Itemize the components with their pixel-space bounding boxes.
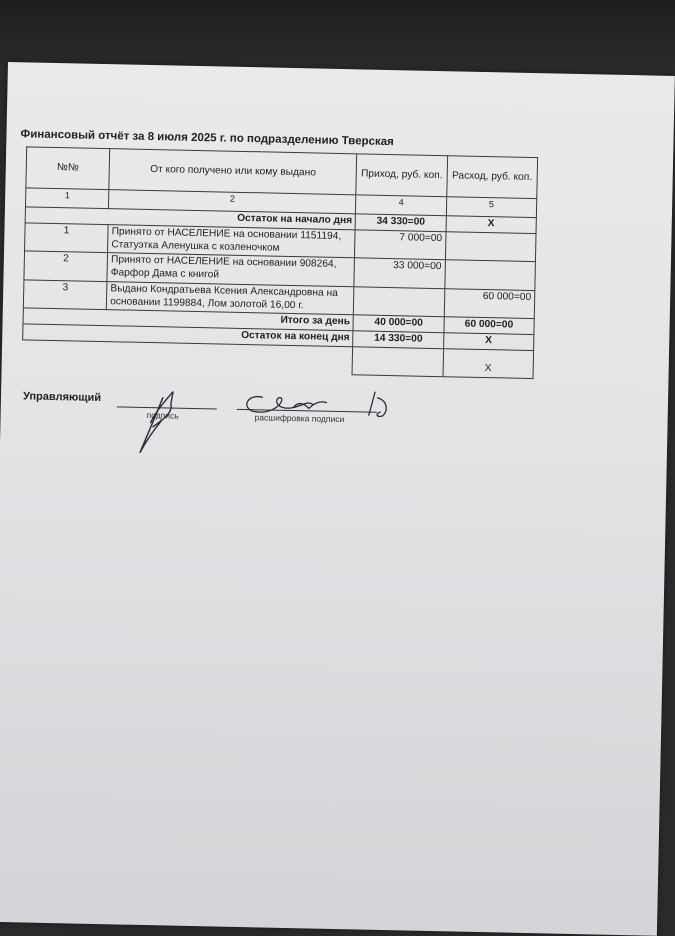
signature-caption: подпись [146, 409, 179, 421]
closing-balance-label: Остаток на конец дня [23, 324, 354, 347]
opening-balance-label: Остаток на начало дня [25, 207, 356, 230]
day-total-expense: 60 000=00 [444, 317, 535, 335]
col-index-4: 4 [356, 195, 447, 216]
document-title: Финансовый отчёт за 8 июля 2025 г. по подразделению Тверская [20, 128, 394, 149]
row-income [354, 287, 445, 317]
closing-balance-expense: Х [443, 333, 534, 351]
row-income: 33 000=00 [354, 258, 445, 288]
header-expense: Расход, руб. коп. [446, 156, 537, 199]
header-income: Приход, руб. коп. [356, 154, 447, 197]
row-expense: 60 000=00 [444, 288, 535, 318]
manager-label: Управляющий [22, 390, 102, 405]
header-num: №№ [26, 147, 110, 190]
col-index-2: 2 [109, 190, 357, 214]
handwritten-signature [21, 380, 423, 478]
closing-balance-income: 14 330=00 [353, 331, 444, 349]
financial-report-table [22, 146, 539, 378]
row-num: 1 [25, 223, 109, 253]
decode-caption: расшифровка подписи [254, 412, 345, 425]
extra-empty-cell [22, 340, 353, 375]
extra-income-cell [352, 347, 443, 377]
row-desc: Выдано Кондратьева Ксения Александровна на основании 1199884, Лом золотой 16,00 г. [107, 281, 355, 315]
row-num: 2 [24, 251, 108, 281]
day-total-income: 40 000=00 [353, 315, 444, 333]
col-index-1: 1 [25, 188, 109, 209]
opening-balance-income: 34 330=00 [355, 214, 446, 232]
opening-balance-expense: Х [446, 216, 537, 234]
row-expense [445, 231, 536, 261]
row-income: 7 000=00 [355, 230, 446, 260]
row-desc: Принято от НАСЕЛЕНИЕ на основании 908264, Фарфор Дама с книгой [107, 253, 355, 287]
extra-expense-cell: Х [443, 348, 534, 378]
row-expense [445, 260, 536, 290]
col-index-5: 5 [446, 197, 537, 218]
signature-block [21, 380, 583, 512]
document-sheet [0, 62, 675, 936]
header-desc: От кого получено или кому выдано [109, 149, 357, 195]
day-total-label: Итого за день [23, 308, 354, 331]
row-num: 3 [23, 280, 107, 310]
row-desc: Принято от НАСЕЛЕНИЕ на основании 1151194, Статуэтка Аленушка с козленочком [108, 224, 356, 258]
